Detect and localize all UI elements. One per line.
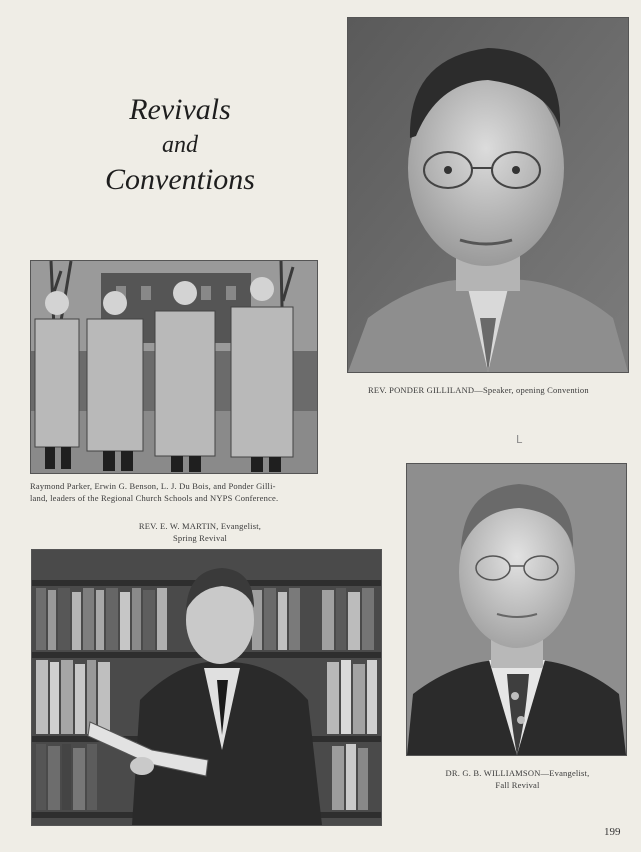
caption-group-line1: Raymond Parker, Erwin G. Benson, L. J. Du Bois, and Ponder Gilli-	[30, 481, 276, 491]
title-line-revivals: Revivals	[129, 93, 231, 126]
title-line-and: and	[162, 132, 198, 158]
caption-martin-line2: Spring Revival	[172, 533, 228, 543]
portrait-photo-williamson	[406, 463, 627, 756]
caption-williamson	[420, 767, 615, 791]
caption-martin	[130, 520, 270, 544]
caption-williamson-line2: Fall Revival	[495, 780, 540, 790]
portrait-photo-gilliland	[347, 17, 629, 373]
caption-gilliland: REV. PONDER GILLILAND—Speaker, opening Convention	[368, 385, 589, 395]
page-title	[80, 92, 280, 198]
caption-group-line2: land, leaders of the Regional Church Schools and NYPS Conference.	[30, 493, 279, 503]
caption-williamson-line1: DR. G. B. WILLIAMSON—Evangelist,	[445, 768, 590, 778]
pencil-margin-mark: ᒪ	[516, 433, 523, 446]
caption-group	[30, 480, 320, 504]
caption-martin-line1: REV. E. W. MARTIN, Evangelist,	[138, 521, 262, 531]
group-photo-leaders	[30, 260, 318, 474]
photo-martin-bookshelf	[31, 549, 382, 826]
title-line-conventions: Conventions	[105, 163, 255, 196]
page-number: 199	[604, 826, 621, 838]
